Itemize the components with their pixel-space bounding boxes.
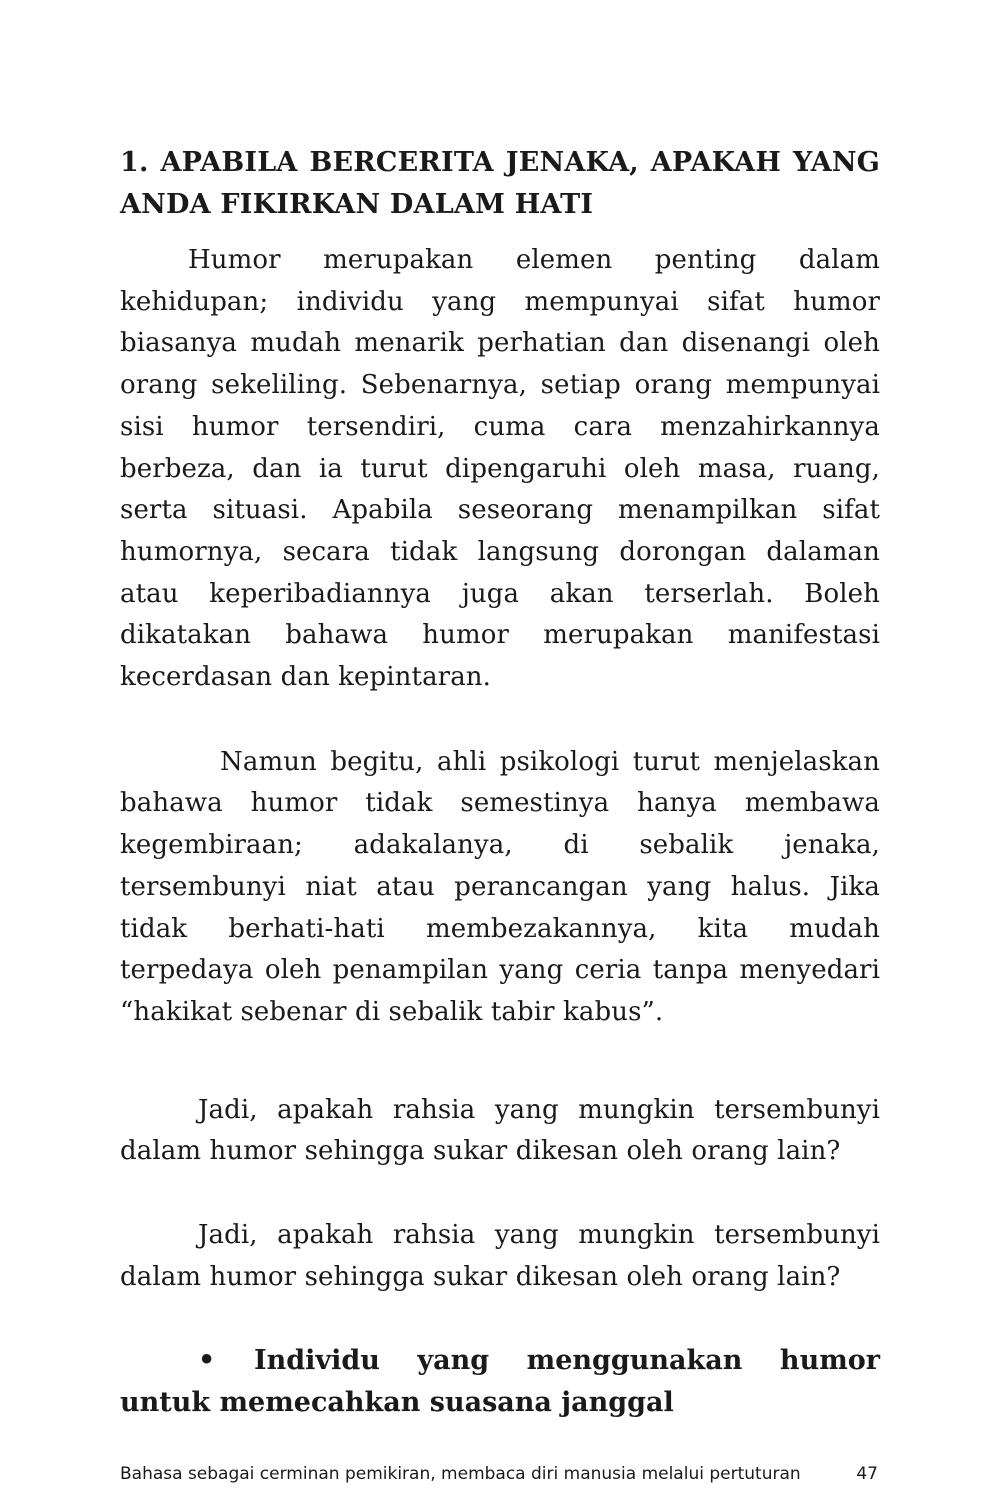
bullet-mark: • (198, 1345, 216, 1377)
bullet-text: Individu yang menggunakan humor untuk memecahkan suasana janggal (120, 1345, 880, 1419)
paragraph-4: Jadi, apakah rahsia yang mungkin tersembunyi dalam humor sehingga sukar dikesan oleh orang lain? (120, 1220, 880, 1292)
paragraph-1: Humor merupakan elemen penting dalam kehidupan; individu yang mempunyai sifat humor biasanya mudah menarik perhatian dan disenangi oleh orang sekeliling. Sebenarnya, setiap orang mempunyai sisi humor tersendiri, cuma cara menzahirkannya berbeza, dan ia turut dipengaruhi oleh masa, ruang, serta situasi. Apabila seseorang menampilkan sifat humornya, secara tidak langsung dorongan dalaman atau keperibadiannya juga akan terserlah. Boleh dikatakan bahawa humor merupakan manifestasi kecerdasan dan kepintaran. (120, 245, 880, 693)
running-title: Bahasa sebagai cerminan pemikiran, membaca diri manusia melalui pertuturan (120, 1464, 801, 1484)
page-footer (120, 1462, 878, 1486)
paragraph-2: Namun begitu, ahli psikologi turut menjelaskan bahawa humor tidak semestinya hanya membawa kegembiraan; adakalanya, di sebalik jenaka, tersembunyi niat atau perancangan yang halus. Jika tidak berhati-hati membezakannya, kita mudah terpedaya oleh penampilan yang ceria tanpa menyedari “hakikat sebenar di sebalik tabir kabus”. (120, 746, 880, 1027)
paragraph-3: Jadi, apakah rahsia yang mungkin tersembunyi dalam humor sehingga sukar dikesan oleh orang lain? (120, 1094, 880, 1167)
section-heading: 1. APABILA BERCERITA JENAKA, APAKAH YANG ANDA FIKIRKAN DALAM HATI (120, 147, 880, 220)
page-body (120, 142, 880, 1424)
bullet-item (120, 1340, 880, 1424)
page-number: 47 (856, 1464, 878, 1484)
